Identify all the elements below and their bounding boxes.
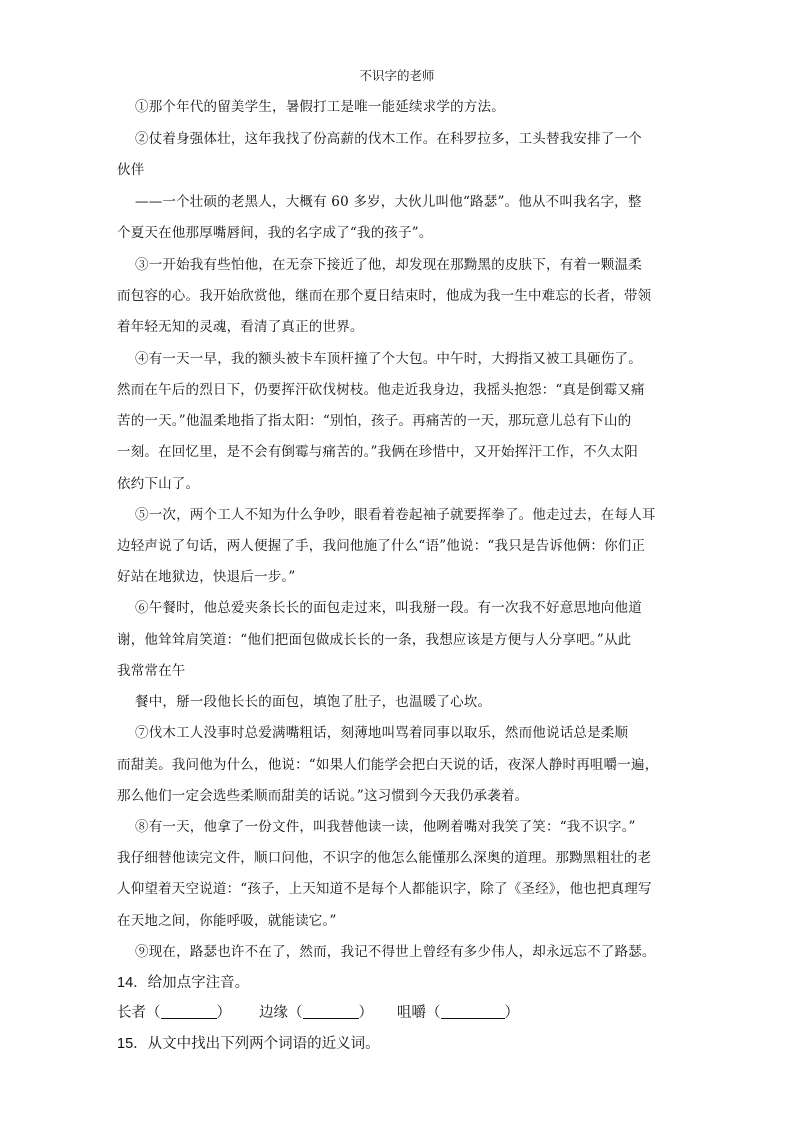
pinyin-item <box>259 1003 373 1023</box>
text-line: 而甜美。我问他为什么，他说：“如果人们能学会把白天说的话，夜深人静时再咀嚼一遍， <box>117 757 659 773</box>
pinyin-item <box>117 1003 231 1023</box>
paren-close: ） <box>358 1005 373 1021</box>
text-line: ⑤一次，两个工人不知为什么争吵，眼看着卷起袖子就要挥拳了。他走过去，在每人耳 <box>135 507 656 523</box>
text-line: 那么他们一定会选些柔顺而甜美的话说。”这习惯到今天我仍承袭着。 <box>117 788 529 804</box>
pinyin-item <box>397 1003 519 1023</box>
text-line: ⑥午餐时，他总爱夹条长长的面包走过来，叫我掰一段。有一次我不好意思地向他道 <box>135 600 642 616</box>
pinyin-answer-blank[interactable] <box>303 1004 359 1019</box>
text-line: 在天地之间，你能呼吸，就能读它。” <box>117 913 337 929</box>
text-line: ——一个壮硕的老黑人，大概有 60 多岁，大伙儿叫他“路瑟”。他从不叫我名字，整 <box>135 194 642 210</box>
article-title: 不识字的老师 <box>359 68 435 83</box>
text-line: 依约下山了。 <box>117 476 200 492</box>
text-line: 谢，他耸耸肩笑道：“他们把面包做成长长的一条，我想应该是方便与人分享吧。”从此 <box>117 632 632 648</box>
text-line: 伙伴 <box>117 162 145 178</box>
text-line: 而包容的心。我开始欣赏他，继而在那个夏日结束时，他成为我一生中难忘的长者，带领 <box>117 288 652 304</box>
paren-close: ） <box>216 1005 231 1021</box>
text-line: ⑧有一天，他拿了一份文件，叫我替他读一读，他咧着嘴对我笑了笑：“我不识字。” <box>135 819 636 835</box>
text-line: 然而在午后的烈日下，仍要挥汗砍伐树枝。他走近我身边，我摇头抱怨：“真是倒霉又痛 <box>117 382 645 398</box>
question-14-label: 14．给加点字注音。 <box>117 975 250 991</box>
paren-close: ） <box>504 1005 519 1021</box>
text-line: 餐中，掰一段他长长的面包，填饱了肚子，也温暖了心坎。 <box>135 694 492 710</box>
text-line: ②仗着身强体壮，这年我找了份高薪的伐木工作。在科罗拉多，工头替我安排了一个 <box>135 131 642 147</box>
paren-open: （ <box>146 1005 161 1021</box>
text-line: 我仔细替他读完文件，顺口问他，不识字的他怎么能懂那么深奥的道理。那黝黑粗壮的老 <box>117 850 652 866</box>
text-line: ④有一天一早，我的额头被卡车顶杆撞了个大包。中午时，大拇指又被工具砸伤了。 <box>135 351 642 367</box>
pinyin-word: 边缘 <box>259 1005 288 1021</box>
text-line: 我常常在午 <box>117 663 186 679</box>
pinyin-answer-blank[interactable] <box>441 1004 505 1019</box>
text-line: ⑨现在，路瑟也许不在了，然而，我记不得世上曾经有多少伟人，却永远忘不了路瑟。 <box>135 944 656 960</box>
pinyin-word: 长者 <box>117 1005 146 1021</box>
text-line: 个夏天在他那厚嘴唇间，我的名字成了“我的孩子”。 <box>117 225 433 241</box>
text-line: 着年轻无知的灵魂，看清了真正的世界。 <box>117 319 364 335</box>
text-line: ③一开始我有些怕他，在无奈下接近了他，却发现在那黝黑的皮肤下，有着一颗温柔 <box>135 257 642 273</box>
text-line: 一刻。在回忆里，是不会有倒霉与痛苦的。”我俩在珍惜中，又开始挥汗工作，不久太阳 <box>117 444 638 460</box>
text-line: ①那个年代的留美学生，暑假打工是唯一能延续求学的方法。 <box>135 99 505 115</box>
text-line: 人仰望着天空说道：“孩子，上天知道不是每个人都能识字，除了《圣经》，他也把真理写 <box>117 881 652 897</box>
paren-open: （ <box>288 1005 303 1021</box>
pinyin-word: 咀嚼 <box>397 1005 426 1021</box>
paren-open: （ <box>426 1005 441 1021</box>
text-line: 苦的一天。”他温柔地指了指太阳：“别怕，孩子。再痛苦的一天，那玩意儿总有下山的 <box>117 413 632 429</box>
pinyin-answer-blank[interactable] <box>161 1004 217 1019</box>
text-line: 边轻声说了句话，两人便握了手，我问他施了什么“语”他说：“我只是告诉他俩：你们正 <box>117 538 646 554</box>
question-15-label: 15．从文中找出下列两个词语的近义词。 <box>117 1036 380 1052</box>
text-line: ⑦伐木工人没事时总爱满嘴粗话，刻薄地叫骂着同事以取乐，然而他说话总是柔顺 <box>135 725 629 741</box>
text-line: 好站在地狱边，快退后一步。” <box>117 569 296 585</box>
